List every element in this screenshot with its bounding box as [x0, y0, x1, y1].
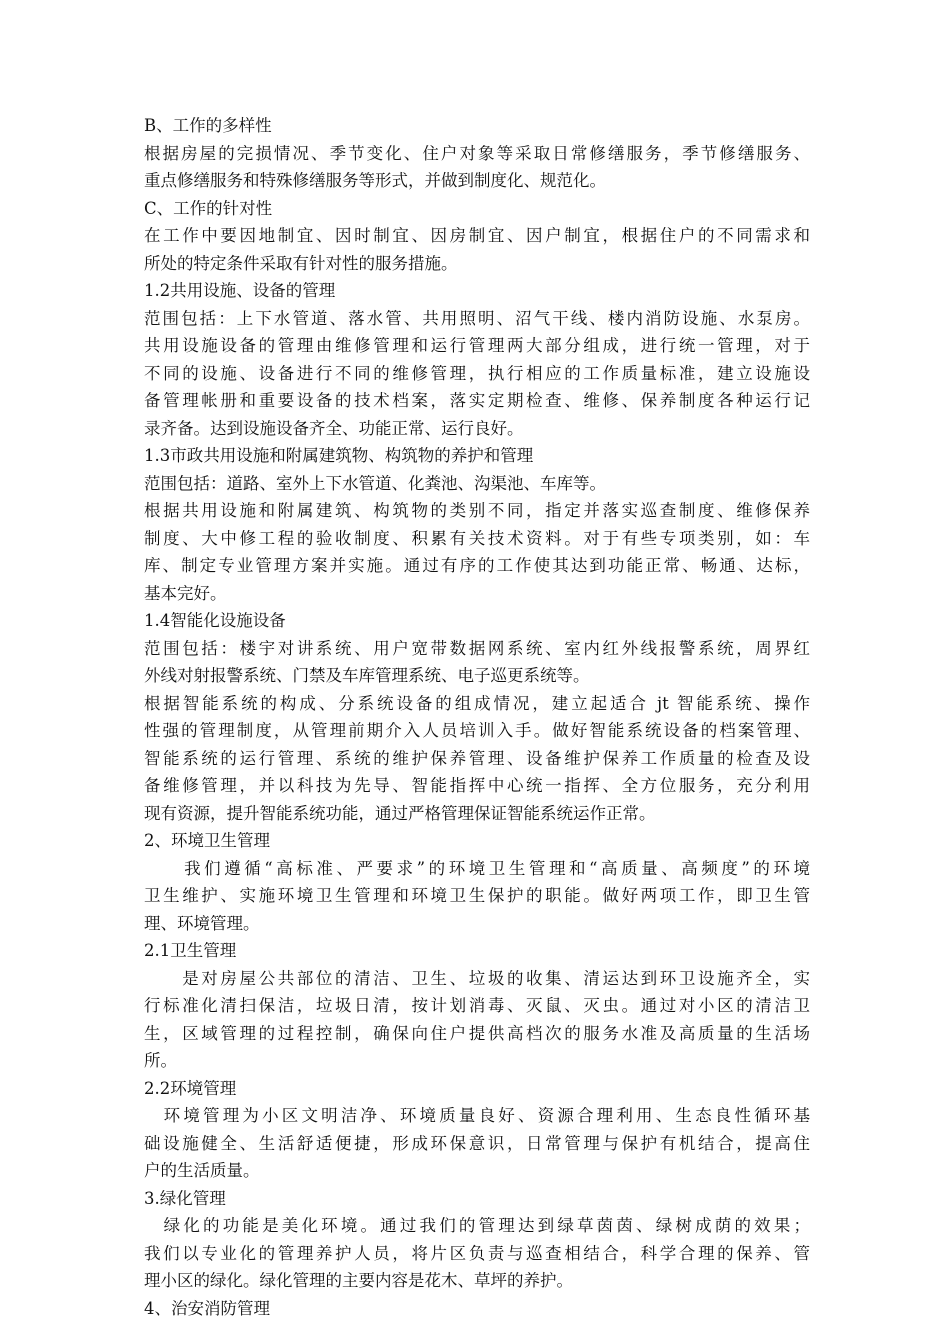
text-line: 础设施健全、生活舒适便捷，形成环保意识，日常管理与保护有机结合，提高住 [144, 1133, 810, 1153]
text-line: 所。 [144, 1051, 177, 1070]
text-line: 卫生维护、实施环境卫生管理和环境卫生保护的职能。做好两项工作，即卫生管 [144, 886, 810, 905]
text-line: 4、治安消防管理 [144, 1298, 270, 1318]
text-line: 绿化的功能是美化环境。通过我们的管理达到绿草茵茵、绿树成荫的效果； [144, 1216, 810, 1235]
text-line: 环境管理为小区文明洁净、环境质量良好、资源合理利用、生态良性循环基 [144, 1106, 810, 1125]
text-line: 智能系统的运行管理、系统的维护保养管理、设备维护保养工作质量的检查及设 [144, 748, 810, 768]
text-line: 根据房屋的完损情况、季节变化、住户对象等采取日常修缮服务，季节修缮服务、 [144, 143, 810, 163]
text-line: 基本完好。 [144, 583, 227, 603]
text-line: B、工作的多样性 [144, 116, 272, 135]
text-line: 现有资源，提升智能系统功能，通过严格管理保证智能系统运作正常。 [144, 803, 656, 823]
text-line: 重点修缮服务和特殊修缮服务等形式，并做到制度化、规范化。 [144, 171, 606, 190]
text-line: C、工作的针对性 [144, 198, 273, 218]
text-line: 户的生活质量。 [144, 1161, 260, 1180]
text-line: 理小区的绿化。绿化管理的主要内容是花木、草坪的养护。 [144, 1271, 573, 1290]
text-line: 2.2环境管理 [144, 1078, 237, 1098]
text-line: 范围包括：道路、室外上下水管道、化粪池、沟渠池、车库等。 [144, 473, 606, 493]
text-line: 录齐备。达到设施设备齐全、功能正常、运行良好。 [144, 418, 524, 438]
text-line: 库、制定专业管理方案并实施。通过有序的工作使其达到功能正常、畅通、达标， [144, 556, 810, 575]
text-line: 不同的设施、设备进行不同的维修管理，执行相应的工作质量标准，建立设施设 [144, 363, 810, 383]
text-line: 我们遵循“高标准、严要求”的环境卫生管理和“高质量、高频度”的环境 [144, 858, 810, 878]
text-line: 2、环境卫生管理 [144, 831, 270, 850]
text-line: 1.3市政共用设施和附属建筑物、构筑物的养护和管理 [144, 446, 534, 465]
text-line: 范围包括：楼宇对讲系统、用户宽带数据网系统、室内红外线报警系统，周界红 [144, 638, 810, 658]
text-line: 1.4智能化设施设备 [144, 611, 286, 630]
text-line: 共用设施设备的管理由维修管理和运行管理两大部分组成，进行统一管理，对于 [144, 336, 810, 355]
text-line: 是对房屋公共部位的清洁、卫生、垃圾的收集、清运达到环卫设施齐全，实 [144, 968, 810, 988]
text-line: 制度、大中修工程的验收制度、积累有关技术资料。对于有些专项类别，如：车 [144, 528, 810, 548]
text-line: 在工作中要因地制宜、因时制宜、因房制宜、因户制宜，根据住户的不同需求和 [144, 226, 810, 245]
text-line: 3.绿化管理 [144, 1188, 226, 1208]
text-line: 外线对射报警系统、门禁及车库管理系统、电子巡更系统等。 [144, 666, 590, 685]
text-line: 根据智能系统的构成、分系统设备的组成情况，建立起适合 jt 智能系统、操作 [144, 693, 810, 713]
text-line: 1.2共用设施、设备的管理 [144, 281, 336, 300]
text-line: 我们以专业化的管理养护人员，将片区负责与巡查相结合，科学合理的保养、管 [144, 1243, 810, 1263]
text-line: 行标准化清扫保洁，垃圾日清，按计划消毒、灭鼠、灭虫。通过对小区的清洁卫 [144, 996, 810, 1015]
text-line: 范围包括：上下水管道、落水管、共用照明、沼气干线、楼内消防设施、水泵房。 [144, 308, 810, 328]
text-line: 根据共用设施和附属建筑、构筑物的类别不同，指定并落实巡查制度、维修保养 [144, 501, 810, 520]
document-body [144, 112, 810, 1322]
text-line: 理、环境管理。 [144, 913, 260, 933]
text-line: 2.1卫生管理 [144, 941, 237, 960]
text-line: 所处的特定条件采取有针对性的服务措施。 [144, 253, 458, 273]
text-line: 性强的管理制度，从管理前期介入人员培训入手。做好智能系统设备的档案管理、 [144, 721, 810, 740]
text-line: 备管理帐册和重要设备的技术档案，落实定期检查、维修、保养制度各种运行记 [144, 391, 810, 410]
text-line: 备维修管理，并以科技为先导、智能指挥中心统一指挥、全方位服务，充分利用 [144, 776, 810, 795]
text-line: 生，区域管理的过程控制，确保向住户提供高档次的服务水准及高质量的生活场 [144, 1023, 810, 1043]
